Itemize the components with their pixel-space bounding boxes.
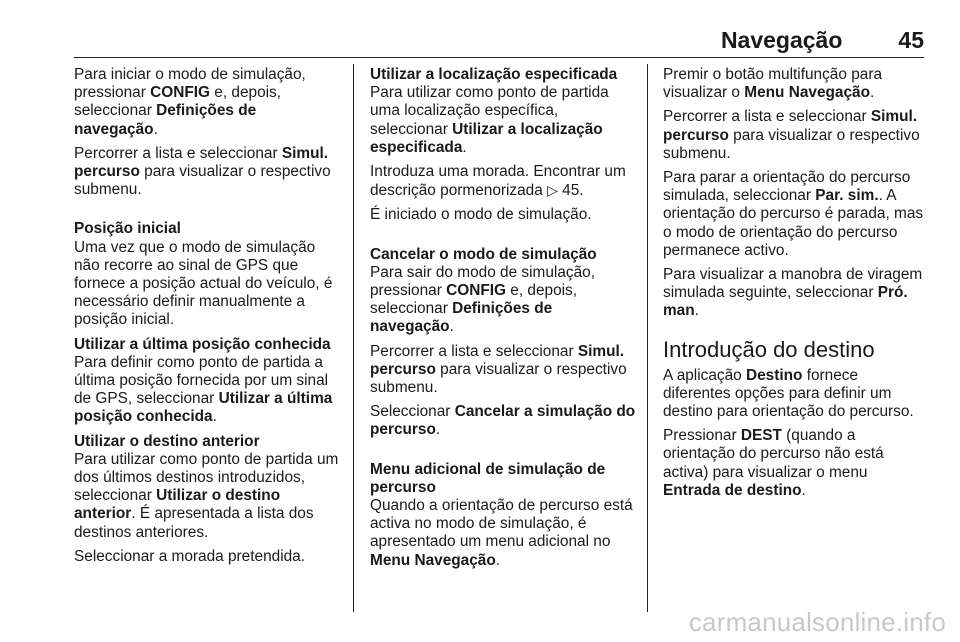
paragraph-app: A aplicação Destino fornece diferentes opções para definir um destino para orientação do percurso. (663, 366, 914, 421)
section-specified-location: Utilizar a localização especificada Para utilizar como ponto de partida uma localização específica, seleccionar Utilizar a localização especificada. (370, 66, 638, 157)
paragraph-select-cancel: Seleccionar Cancelar a simulação do percurso. (370, 403, 636, 439)
section-heading-destination: Introdução do destino (663, 336, 875, 362)
paragraph-dest: Pressionar DEST (quando a orientação do percurso não está activa) para visualizar o menu Entrada de destino. (663, 427, 884, 499)
section-additional-menu: Menu adicional de simulação de percurso Quando a orientação de percurso está activa no modo de simulação, é apresentado um menu adicional no Menu Navegação. (370, 461, 638, 570)
column-1 (74, 66, 342, 572)
paragraph-started: É iniciado o modo de simulação. (370, 206, 592, 224)
page-reference-icon: ▷ (547, 182, 558, 199)
column-3 (663, 66, 929, 506)
paragraph-list: Percorrer a lista e seleccionar Simul. percurso para visualizar o respectivo submenu. (74, 144, 331, 199)
paragraph-next-maneuver: Para visualizar a manobra de viragem simulada seguinte, seleccionar Pró. man. (663, 266, 923, 320)
heading-cancel-simulation: Cancelar o modo de simulação (370, 245, 597, 263)
paragraph-press-button: Premir o botão multifunção para visualizar o Menu Navegação. (663, 66, 883, 102)
paragraph-select-address: Seleccionar a morada pretendida. (74, 547, 306, 565)
paragraph-intro: Para iniciar o modo de simulação, pressionar CONFIG e, depois, seleccionar Definições de navegação. (74, 66, 306, 138)
heading-previous-destination: Utilizar o destino anterior (74, 432, 260, 450)
page-number: 45 (898, 27, 924, 53)
column-2 (370, 66, 638, 576)
section-initial-position: Posição inicial Uma vez que o modo de simulação não recorre ao sinal de GPS que fornece a posição actual do veículo, é necessário definir manualmente a posição inicial. (74, 220, 342, 329)
section-previous-destination: Utilizar o destino anterior Para utilizar como ponto de partida um dos últimos destinos introduzidos, seleccionar Utilizar o destino anterior. É apresentada a lista dos destinos anteriores. (74, 433, 342, 542)
heading-additional-menu: Menu adicional de simulação de percurso (370, 460, 606, 496)
paragraph-address: Introduza uma morada. Encontrar um descrição pormenorizada ▷ 45. (370, 163, 626, 200)
watermark: carmanualsonline.info (688, 607, 946, 637)
header-rule (74, 57, 924, 58)
column-divider-1 (353, 64, 354, 612)
page-header (721, 27, 924, 54)
column-divider-2 (647, 64, 648, 612)
heading-initial-position: Posição inicial (74, 220, 181, 238)
page-title: Navegação (720, 27, 843, 53)
heading-specified-location: Utilizar a localização especificada (370, 66, 618, 83)
paragraph-list-2: Percorrer a lista e seleccionar Simul. percurso para visualizar o respectivo submenu. (370, 342, 627, 397)
section-cancel-simulation: Cancelar o modo de simulação Para sair do modo de simulação, pressionar CONFIG e, depois, seleccionar Definições de navegação. (370, 246, 638, 337)
heading-last-position: Utilizar a última posição conhecida (74, 335, 331, 353)
paragraph-list-3: Percorrer a lista e seleccionar Simul. percurso para visualizar o respectivo submenu. (663, 108, 920, 162)
paragraph-stop: Para parar a orientação do percurso simulada, seleccionar Par. sim.. A orientação do percurso é parada, mas o modo de orientação do percurso permanece activo. (663, 169, 924, 259)
section-last-position: Utilizar a última posição conhecida Para definir como ponto de partida a última posição fornecida por um sinal de GPS, seleccionar Utilizar a última posição conhecida. (74, 336, 342, 427)
